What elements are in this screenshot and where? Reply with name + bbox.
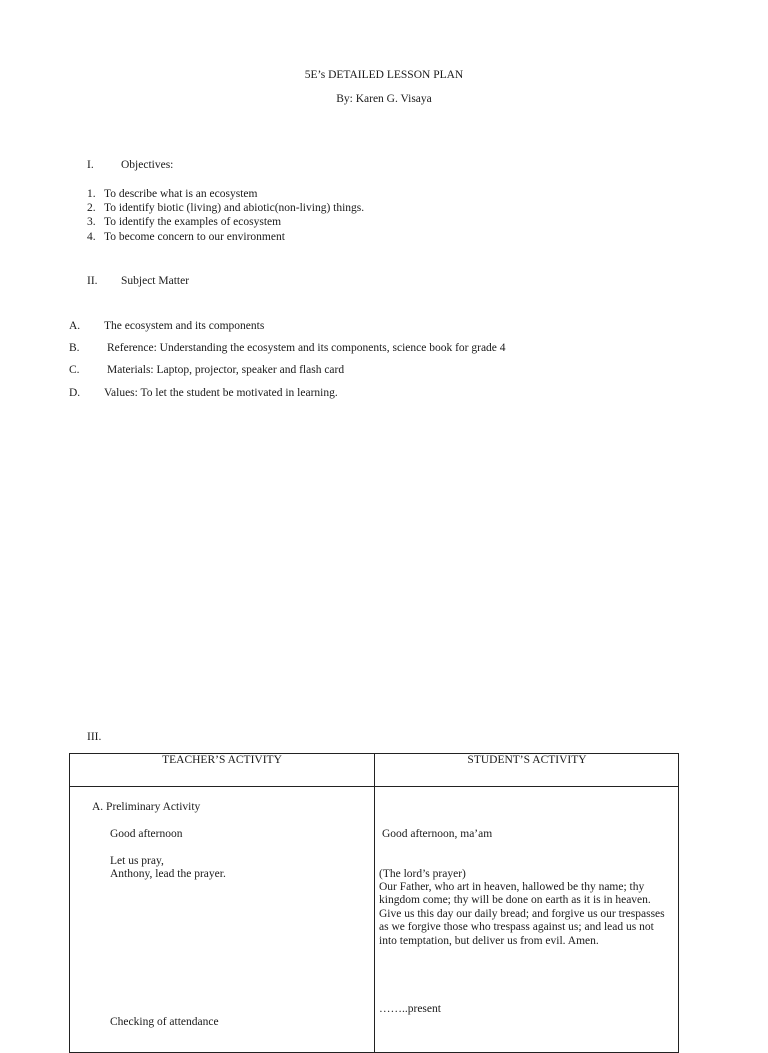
activity-table [69,753,679,1053]
objective-number: 1. [87,188,96,200]
objective-number: 3. [87,216,96,228]
subject-matter-item: The ecosystem and its components [104,320,265,332]
objective-number: 2. [87,202,96,214]
teacher-section-heading: A. Preliminary Activity [92,801,201,813]
section-numeral-objectives: I. [87,159,94,171]
table-column-divider [374,754,375,1052]
objective-number: 4. [87,231,96,243]
teacher-lead-prayer: Anthony, lead the prayer. [110,868,226,880]
section-numeral-procedure: III. [87,731,102,743]
objective-item: To identify biotic (living) and abiotic(non-living) things. [104,202,365,214]
section-heading-subject-matter: Subject Matter [121,275,190,287]
student-prayer-line: Give us this day our daily bread; and forgive us our trespasses [379,908,665,920]
table-header-divider [70,786,678,787]
objective-item: To become concern to our environment [104,231,285,243]
subject-matter-letter: C. [69,364,80,376]
subject-matter-letter: B. [69,342,80,354]
subject-matter-letter: D. [69,387,81,399]
section-numeral-subject-matter: II. [87,275,98,287]
teacher-greeting: Good afternoon [110,828,183,840]
objective-item: To identify the examples of ecosystem [104,216,282,228]
table-header-teacher: TEACHER’S ACTIVITY [162,754,282,766]
document-title: 5E’s DETAILED LESSON PLAN [304,69,464,81]
section-heading-objectives: Objectives: [121,159,174,171]
student-prayer-line: into temptation, but deliver us from evil. Amen. [379,935,599,947]
objective-item: To describe what is an ecosystem [104,188,258,200]
student-greeting: Good afternoon, ma’am [382,828,493,840]
table-header-student: STUDENT’S ACTIVITY [467,754,587,766]
subject-matter-letter: A. [69,320,81,332]
subject-matter-item: Materials: Laptop, projector, speaker and flash card [107,364,345,376]
student-present: ……..present [379,1003,441,1015]
teacher-attendance: Checking of attendance [110,1016,219,1028]
student-prayer-line: kingdom come; thy will be done on earth as it is in heaven. [379,894,651,906]
subject-matter-item: Values: To let the student be motivated in learning. [104,387,338,399]
student-prayer-line: Our Father, who art in heaven, hallowed be thy name; thy [379,881,645,893]
teacher-pray: Let us pray, [110,855,164,867]
document-author: By: Karen G. Visaya [336,93,432,105]
student-prayer-line: as we forgive those who trespass against us; and lead us not [379,921,654,933]
student-prayer-title: (The lord’s prayer) [379,868,466,880]
subject-matter-item: Reference: Understanding the ecosystem and its components, science book for grade 4 [107,342,506,354]
